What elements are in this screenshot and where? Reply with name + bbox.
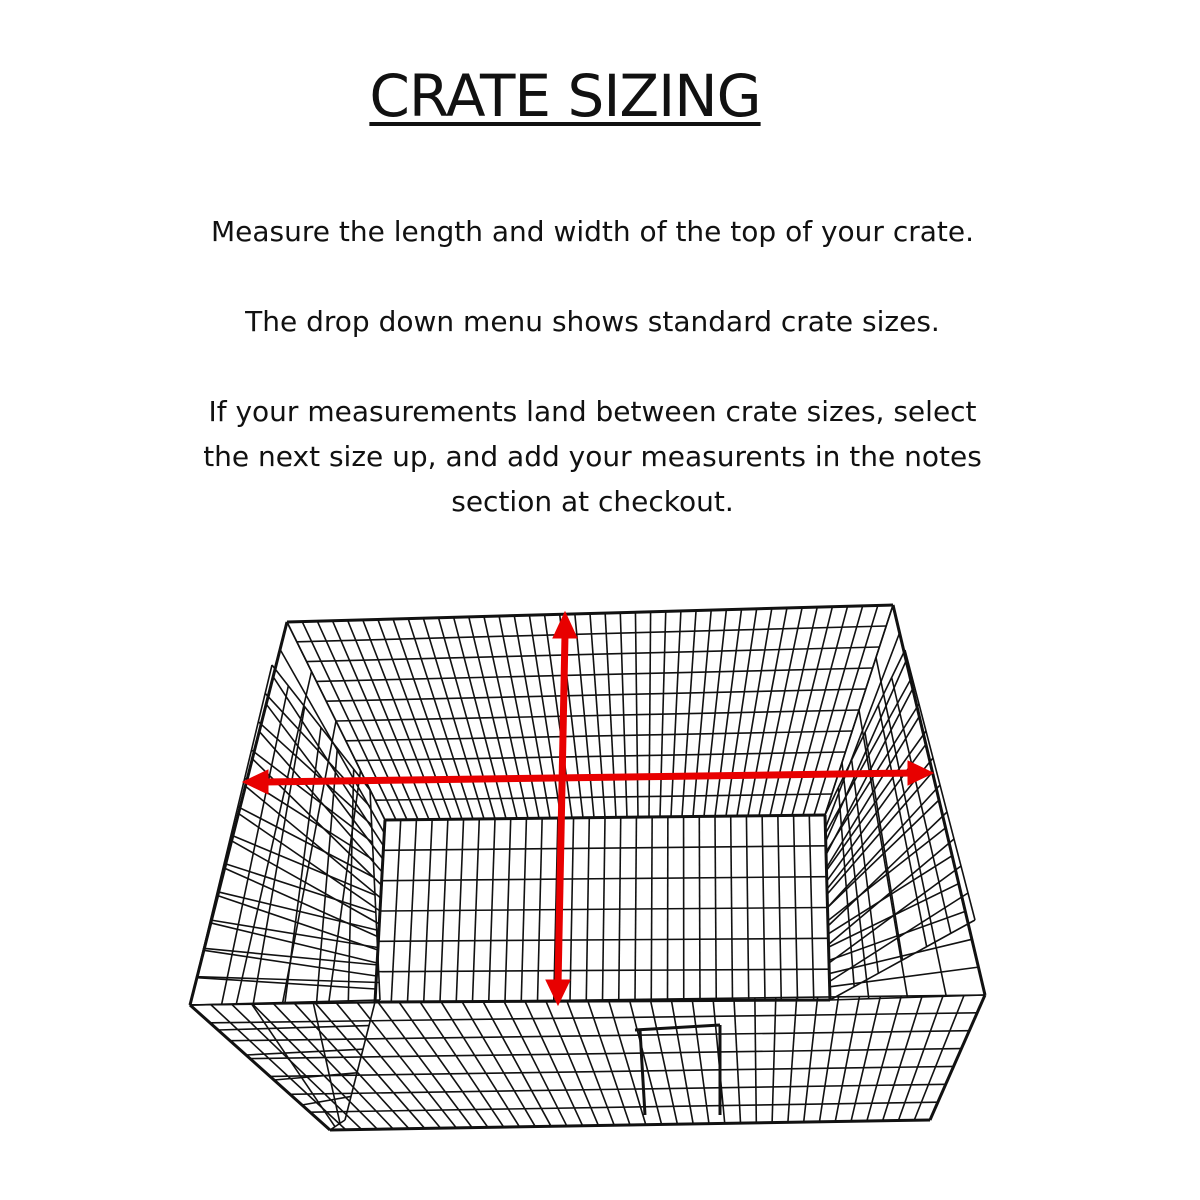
wire: [218, 1026, 369, 1030]
wire: [650, 999, 677, 1124]
wire-crate-illustration: [0, 580, 1200, 1200]
wire: [302, 1096, 351, 1105]
instruction-dropdown: The drop down menu shows standard crate sizes.: [245, 305, 940, 338]
wire: [232, 1004, 362, 1129]
length-arrow: [546, 612, 577, 1005]
wire: [265, 693, 371, 807]
wire: [504, 1001, 567, 1126]
wire: [258, 722, 371, 825]
wire: [671, 999, 693, 1124]
wire: [483, 1001, 551, 1126]
wire: [441, 1002, 519, 1127]
crate-wires: [190, 605, 985, 1130]
wire: [640, 1030, 645, 1115]
instruction-between-sizes: If your measurements land between crate sizes, select the next size up, and add your measurents in the notes section at checkout.: [203, 395, 982, 518]
wire: [190, 622, 287, 1005]
wire: [420, 1002, 504, 1127]
instruction-measure: Measure the length and width of the top of your crate.: [211, 215, 974, 248]
wire: [231, 835, 375, 895]
wire: [608, 1000, 645, 1125]
wire: [330, 1120, 930, 1130]
wire: [734, 998, 741, 1123]
wire: [211, 1005, 346, 1130]
wire: [859, 710, 908, 998]
wire: [462, 1002, 535, 1127]
wire: [755, 998, 756, 1123]
title-text: CRATE SIZING: [369, 62, 761, 130]
page-title: [0, 62, 1130, 130]
wire: [893, 605, 985, 995]
wire: [272, 665, 370, 790]
wire: [772, 998, 776, 1123]
wire: [399, 1002, 488, 1127]
wire: [310, 1102, 938, 1112]
wire: [190, 1005, 330, 1130]
wire: [635, 1025, 720, 1030]
wire: [375, 1000, 830, 1002]
wire: [692, 999, 709, 1124]
wire: [588, 1000, 631, 1125]
wire: [246, 1049, 363, 1055]
wire: [245, 786, 380, 898]
